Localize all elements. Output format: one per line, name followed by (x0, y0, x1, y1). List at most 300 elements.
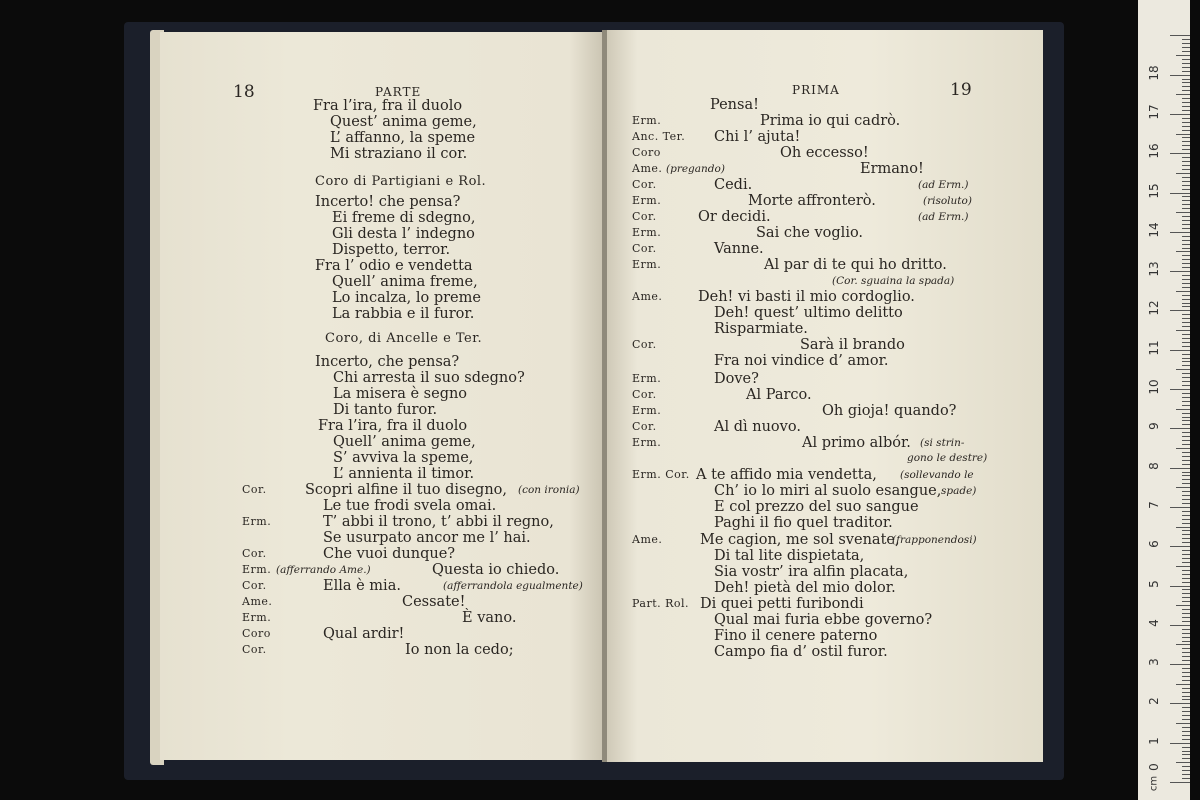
ruler-tick (1182, 668, 1190, 669)
right-page (607, 30, 1043, 762)
ruler-tick (1182, 570, 1190, 571)
ruler-tick (1182, 122, 1190, 123)
ruler-tick (1182, 436, 1190, 437)
ruler-tick (1182, 766, 1190, 767)
verse-line: Di quei petti furibondi (700, 596, 864, 612)
speaker-label: Erm. (632, 194, 662, 207)
ruler-tick (1182, 460, 1190, 461)
verse-line: Ei freme di sdegno, (332, 210, 476, 226)
verse-line: Dispetto, terror. (332, 242, 451, 258)
verse-line: Mi straziano il cor. (330, 146, 468, 162)
ruler-tick (1182, 503, 1190, 504)
ruler-tick (1182, 306, 1190, 307)
ruler-number: 10 (1147, 379, 1161, 395)
ruler-number: 5 (1147, 579, 1161, 588)
ruler-tick (1182, 275, 1190, 276)
ruler-tick (1182, 334, 1190, 335)
ruler-tick (1182, 601, 1190, 602)
ruler-tick (1176, 566, 1190, 567)
verse-line: A te affido mia vendetta, (696, 467, 877, 483)
ruler-tick (1170, 625, 1190, 626)
verse-line: Quest’ anima geme, (330, 114, 477, 130)
verse-line: Fra noi vindice d’ amor. (714, 353, 889, 369)
ruler-tick (1182, 534, 1190, 535)
ruler-tick (1182, 39, 1190, 40)
verse-line: Quell’ anima freme, (332, 274, 478, 290)
speaker-label: Erm. (242, 611, 272, 624)
ruler-tick (1182, 82, 1190, 83)
ruler-tick (1176, 487, 1190, 488)
verse-line: Prima io qui cadrò. (760, 113, 901, 129)
verse-line: Sarà il brando (800, 337, 905, 353)
verse-line: Morte affronterò. (748, 193, 876, 209)
stage-direction: (Cor. sguaina la spada) (832, 275, 955, 287)
verse-line: La misera è segno (333, 386, 468, 402)
running-head: PARTE (375, 85, 422, 99)
ruler-number: 4 (1147, 618, 1161, 627)
ruler-tick (1182, 110, 1190, 111)
verse-line: Campo fia d’ ostil furor. (714, 644, 888, 660)
ruler-tick (1182, 208, 1190, 209)
ruler-tick (1182, 648, 1190, 649)
ruler-number: 0 (1147, 763, 1161, 771)
ruler-tick (1182, 43, 1190, 44)
ruler-tick (1182, 71, 1190, 72)
ruler-tick (1182, 751, 1190, 752)
ruler-tick (1182, 283, 1190, 284)
ruler-tick (1170, 507, 1190, 508)
speaker-label: Part. Rol. (632, 597, 690, 610)
ruler-tick (1170, 703, 1190, 704)
ruler-tick (1182, 633, 1190, 634)
ruler-tick (1176, 173, 1190, 174)
ruler-number: 13 (1147, 261, 1161, 277)
verse-line: S’ avviva la speme, (333, 450, 474, 466)
ruler-tick (1182, 385, 1190, 386)
ruler-tick (1170, 546, 1190, 547)
ruler-tick (1170, 114, 1190, 115)
ruler-tick (1182, 452, 1190, 453)
ruler-tick (1176, 94, 1190, 95)
ruler-tick (1182, 295, 1190, 296)
ruler-tick (1182, 137, 1190, 138)
ruler-tick (1182, 464, 1190, 465)
ruler-tick (1182, 699, 1190, 700)
verse-line: Fino il cenere paterno (714, 628, 878, 644)
ruler-tick (1182, 118, 1190, 119)
verse-line: Sai che voglio. (756, 225, 864, 241)
ruler-tick (1182, 102, 1190, 103)
verse-line: Lo incalza, lo preme (332, 290, 481, 306)
ruler-tick (1182, 361, 1190, 362)
verse-line: Risparmiate. (714, 321, 808, 337)
ruler-tick (1182, 373, 1190, 374)
ruler-tick (1182, 393, 1190, 394)
ruler-tick (1182, 377, 1190, 378)
ruler-tick (1182, 51, 1190, 52)
verse-line: Vanne. (714, 241, 764, 257)
speaker-label: Erm. (632, 404, 662, 417)
ruler-tick (1182, 617, 1190, 618)
ruler-number: 2 (1147, 697, 1161, 706)
speaker-label: Anc. Ter. (632, 130, 686, 143)
stage-direction: (afferrando Ame.) (276, 564, 371, 576)
ruler-tick (1182, 322, 1190, 323)
ruler-tick (1182, 267, 1190, 268)
ruler-tick (1182, 181, 1190, 182)
ruler-tick (1170, 232, 1190, 233)
ruler-tick (1182, 365, 1190, 366)
page-number: 19 (950, 80, 972, 100)
speaker-label: Cor. (632, 242, 657, 255)
ruler-tick (1182, 299, 1190, 300)
ruler-tick (1182, 696, 1190, 697)
ruler-tick (1176, 448, 1190, 449)
speaker-label: Erm. (632, 372, 662, 385)
ruler-tick (1182, 354, 1190, 355)
verse-line: Incerto, che pensa? (315, 354, 460, 370)
stage-direction: (frapponendosi) (892, 534, 977, 546)
ruler-tick (1170, 428, 1190, 429)
ruler-tick (1182, 727, 1190, 728)
ruler-tick (1182, 141, 1190, 142)
ruler-tick (1182, 656, 1190, 657)
ruler-tick (1182, 185, 1190, 186)
ruler-tick (1182, 578, 1190, 579)
verse-line: La rabbia e il furor. (332, 306, 475, 322)
verse-line: Cedi. (714, 177, 753, 193)
verse-line: Quell’ anima geme, (333, 434, 476, 450)
ruler-tick (1182, 758, 1190, 759)
ruler-tick (1182, 381, 1190, 382)
ruler-tick (1176, 55, 1190, 56)
speaker-label: Cor. (632, 338, 657, 351)
ruler-tick (1182, 479, 1190, 480)
ruler-tick (1182, 255, 1190, 256)
verse-line: Al primo albór. (802, 435, 911, 451)
left-page (160, 32, 605, 760)
ruler-tick (1176, 644, 1190, 645)
ruler-tick (1182, 424, 1190, 425)
ruler-tick (1176, 134, 1190, 135)
speaker-label: Cor. (242, 483, 267, 496)
verse-line: L’ annienta il timor. (333, 466, 475, 482)
ruler-tick (1182, 47, 1190, 48)
ruler-number: 18 (1147, 64, 1161, 81)
chorus-heading: Coro, di Ancelle e Ter. (325, 331, 483, 346)
speaker-label: Ame. (632, 533, 663, 546)
ruler-tick (1182, 259, 1190, 260)
ruler-tick (1170, 350, 1190, 351)
verse-line: Di tanto furor. (333, 402, 438, 418)
stage-direction: (sollevando le (900, 469, 974, 481)
ruler-tick (1182, 106, 1190, 107)
verse-line: Gli desta l’ indegno (332, 226, 475, 242)
ruler-tick (1182, 680, 1190, 681)
verse-line: Oh eccesso! (780, 145, 869, 161)
ruler-tick (1182, 515, 1190, 516)
ruler-tick (1182, 196, 1190, 197)
ruler-tick (1182, 637, 1190, 638)
ruler-tick (1182, 236, 1190, 237)
verse-line: Al par di te qui ho dritto. (764, 257, 947, 273)
ruler-tick (1182, 204, 1190, 205)
ruler-number: 1 (1147, 736, 1161, 745)
ruler-tick (1182, 609, 1190, 610)
ruler-tick (1182, 538, 1190, 539)
verse-line: Al dì nuovo. (714, 419, 801, 435)
ruler-tick (1170, 35, 1190, 36)
ruler-tick (1182, 739, 1190, 740)
speaker-label: Erm. (632, 436, 662, 449)
speaker-label: Cor. (632, 178, 657, 191)
verse-line: Me cagion, me sol svenate, (700, 532, 900, 548)
speaker-label: Ame. (242, 595, 273, 608)
verse-line: Le tue frodi svela omai. (323, 498, 497, 514)
ruler-tick (1182, 672, 1190, 673)
ruler-number: 7 (1147, 501, 1161, 509)
speaker-label: Cor. (632, 210, 657, 223)
ruler-tick (1182, 405, 1190, 406)
verse-line: Di tal lite dispietata, (714, 548, 865, 564)
ruler-tick (1182, 719, 1190, 720)
ruler-tick (1182, 342, 1190, 343)
ruler-tick (1170, 389, 1190, 390)
ruler-number: 11 (1147, 340, 1161, 356)
ruler-tick (1182, 711, 1190, 712)
ruler-tick (1170, 586, 1190, 587)
ruler-tick (1182, 216, 1190, 217)
verse-line: Qual ardir! (323, 626, 405, 642)
speaker-label: Cor. (242, 579, 267, 592)
verse-line: Dove? (714, 371, 759, 387)
verse-line: Qual mai furia ebbe governo? (714, 612, 933, 628)
measuring-ruler (1138, 0, 1190, 800)
verse-line: Al Parco. (746, 387, 812, 403)
ruler-tick (1182, 149, 1190, 150)
ruler-number: 14 (1147, 222, 1161, 238)
ruler-tick (1176, 212, 1190, 213)
ruler-number: 8 (1147, 461, 1161, 470)
ruler-tick (1170, 664, 1190, 665)
ruler-tick (1176, 251, 1190, 252)
ruler-tick (1182, 593, 1190, 594)
ruler-tick (1182, 613, 1190, 614)
stage-direction: (pregando) (666, 163, 725, 175)
ruler-tick (1170, 271, 1190, 272)
speaker-label: Cor. (632, 420, 657, 433)
ruler-tick (1182, 589, 1190, 590)
ruler-tick (1182, 554, 1190, 555)
ruler-tick (1182, 200, 1190, 201)
verse-line: Fra l’ira, fra il duolo (313, 98, 463, 114)
running-head: PRIMA (792, 83, 840, 97)
verse-line: L’ affanno, la speme (330, 130, 476, 146)
ruler-tick (1182, 279, 1190, 280)
ruler-tick (1182, 314, 1190, 315)
ruler-tick (1182, 86, 1190, 87)
ruler-tick (1170, 310, 1190, 311)
ruler-tick (1182, 523, 1190, 524)
ruler-tick (1182, 63, 1190, 64)
speaker-label: Erm. (632, 226, 662, 239)
ruler-tick (1182, 707, 1190, 708)
ruler-tick (1182, 401, 1190, 402)
verse-line: Ermano! (860, 161, 924, 177)
verse-line: Deh! vi basti il mio cordoglio. (698, 289, 915, 305)
ruler-tick (1182, 98, 1190, 99)
speaker-label: Ame. (632, 162, 663, 175)
verse-line: Che vuoi dunque? (323, 546, 456, 562)
speaker-label: Erm. (242, 563, 272, 576)
ruler-tick (1182, 542, 1190, 543)
speaker-label: Erm. (242, 515, 272, 528)
verse-line: Chi arresta il suo sdegno? (333, 370, 525, 386)
ruler-tick (1176, 369, 1190, 370)
verse-line: Cessate! (402, 594, 466, 610)
ruler-tick (1182, 413, 1190, 414)
stage-direction: (ad Erm.) (918, 179, 969, 191)
ruler-tick (1182, 358, 1190, 359)
ruler-tick (1182, 747, 1190, 748)
ruler-tick (1182, 491, 1190, 492)
ruler-tick (1176, 409, 1190, 410)
ruler-tick (1182, 676, 1190, 677)
verse-line: Ch’ io lo miri al suolo esangue, (714, 483, 942, 499)
verse-line: Fra l’ira, fra il duolo (318, 418, 468, 434)
page-number: 18 (233, 82, 255, 102)
stage-direction: (si strin- (920, 437, 965, 449)
ruler-tick (1182, 519, 1190, 520)
ruler-tick (1182, 189, 1190, 190)
ruler-tick (1182, 550, 1190, 551)
ruler-tick (1182, 475, 1190, 476)
ruler-tick (1182, 248, 1190, 249)
ruler-tick (1182, 472, 1190, 473)
ruler-tick (1182, 397, 1190, 398)
verse-line: Scopri alfine il tuo disegno, (305, 482, 508, 498)
ruler-tick (1170, 153, 1190, 154)
speaker-label: Coro (632, 146, 661, 159)
ruler-tick (1182, 169, 1190, 170)
verse-line: Deh! pietà del mio dolor. (714, 580, 896, 596)
ruler-tick (1182, 79, 1190, 80)
verse-line: E col prezzo del suo sangue (714, 499, 919, 515)
ruler-tick (1182, 303, 1190, 304)
ruler-tick (1182, 161, 1190, 162)
ruler-tick (1182, 444, 1190, 445)
ruler-tick (1182, 641, 1190, 642)
verse-line: Questa io chiedo. (432, 562, 560, 578)
ruler-tick (1182, 770, 1190, 771)
ruler-tick (1182, 220, 1190, 221)
ruler-tick (1170, 782, 1190, 783)
ruler-tick (1182, 165, 1190, 166)
ruler-tick (1182, 126, 1190, 127)
ruler-tick (1182, 338, 1190, 339)
ruler-tick (1182, 224, 1190, 225)
ruler-tick (1182, 456, 1190, 457)
ruler-tick (1182, 318, 1190, 319)
ruler-tick (1182, 692, 1190, 693)
ruler-tick (1176, 762, 1190, 763)
ruler-tick (1182, 562, 1190, 563)
ruler-tick (1176, 723, 1190, 724)
stage-direction: (risoluto) (923, 195, 972, 207)
ruler-number: 6 (1147, 540, 1161, 549)
verse-line: È vano. (462, 610, 517, 626)
ruler-tick (1182, 495, 1190, 496)
speaker-label: Ame. (632, 290, 663, 303)
ruler-tick (1182, 511, 1190, 512)
ruler-tick (1182, 177, 1190, 178)
verse-line: Sia vostr’ ira alfin placata, (714, 564, 909, 580)
verse-line: T’ abbi il trono, t’ abbi il regno, (323, 514, 554, 530)
ruler-tick (1170, 743, 1190, 744)
speaker-label: Erm. (632, 258, 662, 271)
verse-line: Or decidi. (698, 209, 771, 225)
ruler-tick (1182, 499, 1190, 500)
speaker-label: Erm. Cor. (632, 468, 690, 481)
ruler-tick (1182, 157, 1190, 158)
ruler-tick (1182, 326, 1190, 327)
speaker-label: Coro (242, 627, 271, 640)
ruler-tick (1176, 527, 1190, 528)
speaker-label: Erm. (632, 114, 662, 127)
verse-line: Chi l’ ajuta! (714, 129, 801, 145)
speaker-label: Cor. (242, 643, 267, 656)
ruler-tick (1182, 735, 1190, 736)
ruler-tick (1182, 652, 1190, 653)
ruler-tick (1182, 774, 1190, 775)
ruler-tick (1176, 291, 1190, 292)
verse-line: Deh! quest’ ultimo delitto (714, 305, 903, 321)
verse-line: Io non la cedo; (405, 642, 514, 658)
ruler-tick (1182, 130, 1190, 131)
stage-direction: (con ironia) (518, 484, 580, 496)
stage-direction: (afferrandola egualmente) (443, 580, 583, 592)
ruler-tick (1182, 731, 1190, 732)
speaker-label: Cor. (242, 547, 267, 560)
ruler-tick (1182, 621, 1190, 622)
ruler-tick (1182, 346, 1190, 347)
ruler-tick (1182, 263, 1190, 264)
ruler-unit: cm (1148, 775, 1160, 792)
ruler-tick (1182, 574, 1190, 575)
stage-direction: gono le destre) (907, 452, 988, 464)
ruler-tick (1182, 629, 1190, 630)
ruler-tick (1182, 660, 1190, 661)
ruler-tick (1182, 754, 1190, 755)
ruler-tick (1176, 605, 1190, 606)
ruler-tick (1182, 483, 1190, 484)
stage-direction: spade) (941, 485, 977, 497)
verse-line: Oh gioja! quando? (822, 403, 957, 419)
ruler-tick (1170, 468, 1190, 469)
ruler-tick (1182, 420, 1190, 421)
ruler-tick (1182, 582, 1190, 583)
ruler-tick (1176, 684, 1190, 685)
ruler-tick (1182, 240, 1190, 241)
ruler-tick (1182, 597, 1190, 598)
ruler-tick (1176, 330, 1190, 331)
ruler-tick (1182, 228, 1190, 229)
ruler-tick (1182, 558, 1190, 559)
verse-line: Paghi il fio quel traditor. (714, 515, 893, 531)
verse-line: Incerto! che pensa? (315, 194, 461, 210)
ruler-tick (1182, 530, 1190, 531)
ruler-tick (1182, 440, 1190, 441)
